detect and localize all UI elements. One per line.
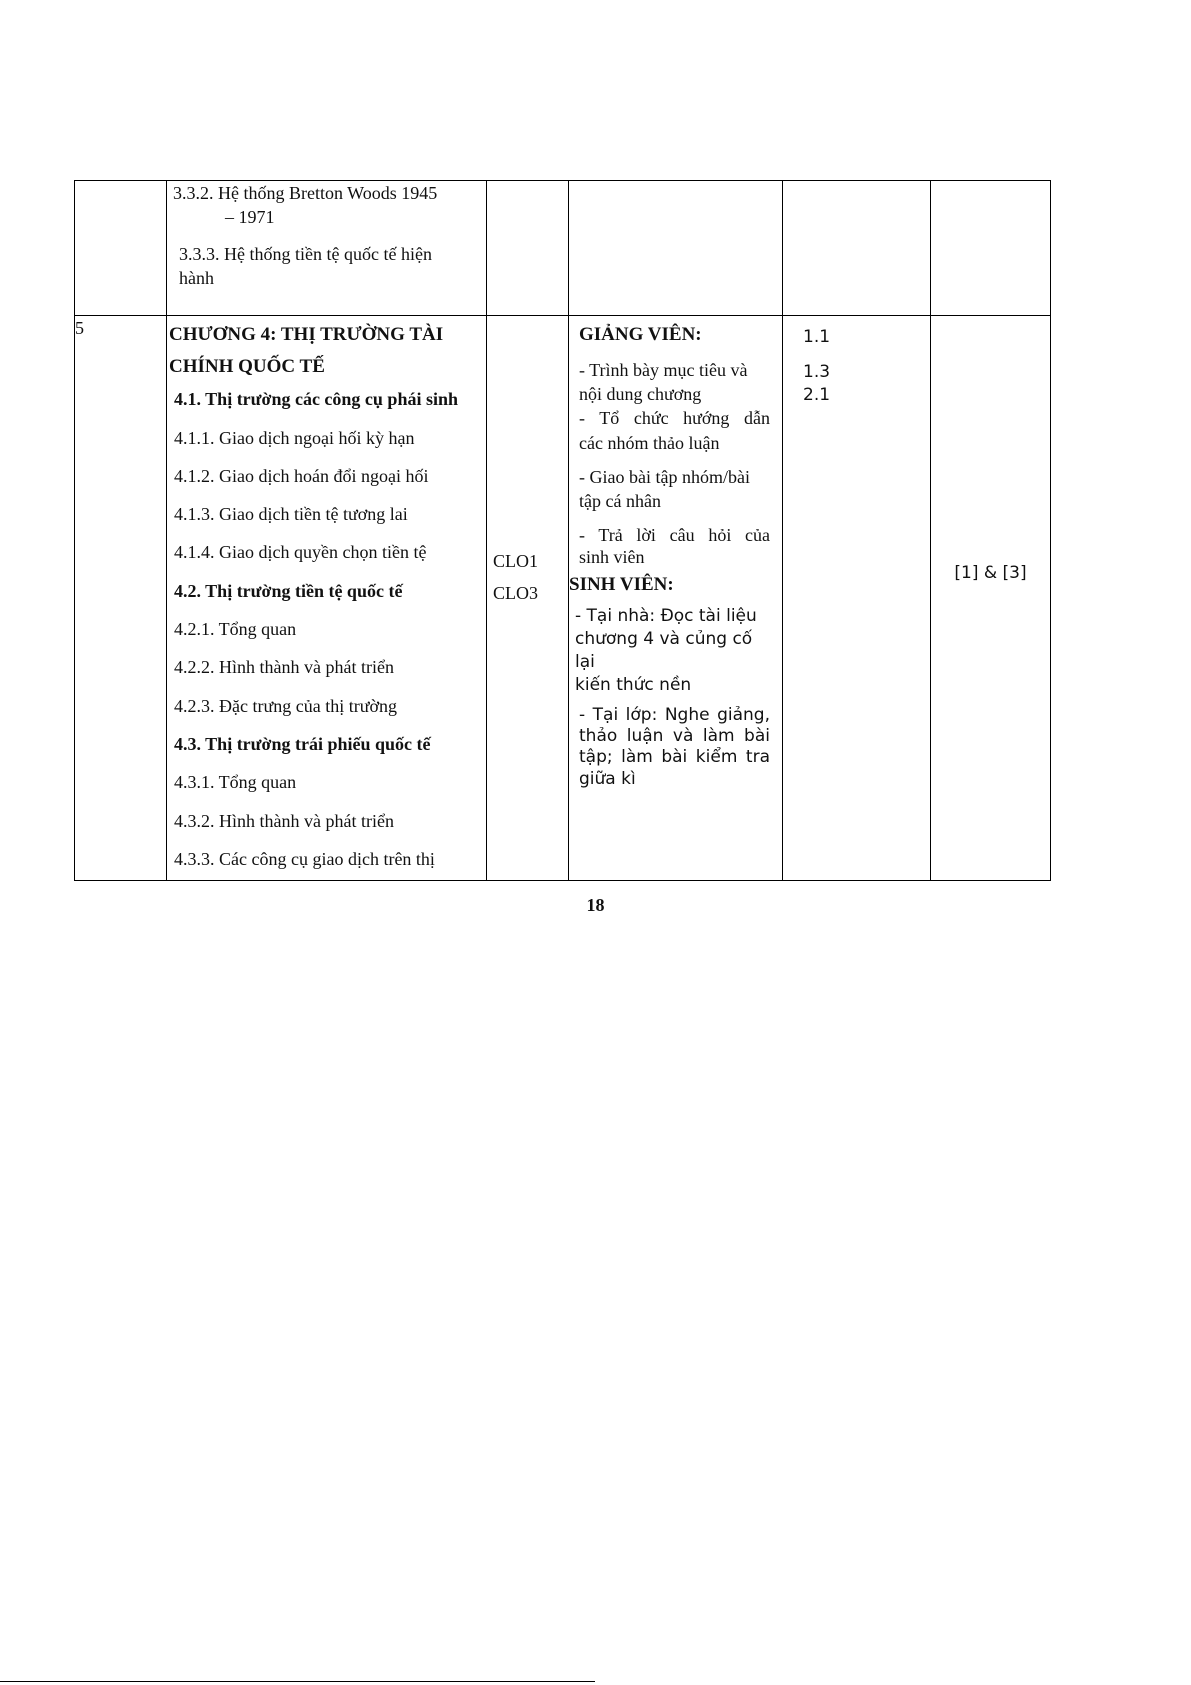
content-cell (167, 316, 487, 881)
clo-code: CLO3 (493, 583, 538, 604)
student-activity: kiến thức nền (575, 674, 692, 695)
lecturer-activity: tập cá nhân (579, 491, 661, 512)
section-heading: 4.2. Thị trường tiền tệ quốc tế (174, 580, 403, 601)
chapter-title: CHƯƠNG 4: THỊ TRƯỜNG TÀI (169, 324, 444, 345)
lecturer-activity: - Trình bày mục tiêu và (579, 359, 748, 380)
table-row (75, 316, 1051, 881)
lecturer-activity: - Giao bài tập nhóm/bài (579, 466, 750, 487)
lecturer-activity: - Trả lời câu hỏi của (579, 525, 770, 546)
clo-code: CLO1 (493, 551, 538, 571)
section-item: 4.2.2. Hình thành và phát triển (174, 657, 394, 678)
lecturer-activity: sinh viên (579, 546, 645, 567)
content-cell (167, 181, 487, 316)
reference-cell (931, 181, 1051, 316)
table-row (75, 181, 1051, 316)
section-item: 4.1.4. Giao dịch quyền chọn tiền tệ (174, 542, 427, 563)
content-line: – 1971 (225, 207, 275, 228)
content-line: 3.3.2. Hệ thống Bretton Woods 1945 (173, 183, 438, 203)
chapter-title: CHÍNH QUỐC TẾ (169, 355, 325, 377)
syllabus-table (74, 180, 1051, 881)
student-heading: SINH VIÊN: (569, 573, 674, 595)
section-item: 4.2.3. Đặc trưng của thị trường (174, 695, 397, 716)
lecturer-activity: các nhóm thảo luận (579, 432, 720, 453)
student-activity: - Tại nhà: Đọc tài liệu (575, 606, 757, 627)
section-item: 4.3.3. Các công cụ giao dịch trên thị (174, 848, 435, 869)
reference-text: [1] & [3] (954, 563, 1027, 583)
content-line: 3.3.3. Hệ thống tiền tệ quốc tế hiện (179, 243, 432, 264)
chapter-items (169, 387, 484, 871)
section-heading: 4.3. Thị trường trái phiếu quốc tế (174, 733, 431, 754)
activity-cell (569, 316, 783, 881)
lecturer-activity: - Tổ chức hướng dẫn (579, 408, 770, 429)
section-item: 4.1.2. Giao dịch hoán đổi ngoại hối (174, 465, 429, 486)
week-cell (75, 181, 167, 316)
lecturer-heading: GIẢNG VIÊN: (579, 324, 702, 345)
outcome-code: 2.1 (803, 384, 831, 405)
outcome-code: 1.1 (803, 327, 831, 347)
week-cell (75, 316, 167, 881)
student-activity: - Tại lớp: Nghe giảng, thảo luận và làm bài tập; làm bài kiểm tra giữa kì (579, 704, 770, 789)
page-number: 18 (586, 895, 605, 915)
clo-cell (487, 316, 569, 881)
outcome-cell (783, 181, 931, 316)
section-item: 4.3.2. Hình thành và phát triển (174, 810, 394, 831)
outcome-cell (783, 316, 931, 881)
footnote-rule (0, 1681, 595, 1682)
activity-cell (569, 181, 783, 316)
section-item: 4.3.1. Tổng quan (174, 772, 297, 793)
reference-cell (931, 316, 1051, 881)
clo-cell (487, 181, 569, 316)
week-number: 5 (75, 318, 84, 338)
student-activity: chương 4 và củng cố lại (575, 629, 753, 673)
content-line: hành (179, 267, 214, 288)
section-heading: 4.1. Thị trường các công cụ phái sinh (174, 389, 458, 410)
outcome-code: 1.3 (803, 361, 831, 382)
lecturer-activity: nội dung chương (579, 383, 702, 404)
section-item: 4.1.1. Giao dịch ngoại hối kỳ hạn (174, 427, 415, 448)
section-item: 4.2.1. Tổng quan (174, 619, 297, 640)
section-item: 4.1.3. Giao dịch tiền tệ tương lai (174, 504, 408, 525)
